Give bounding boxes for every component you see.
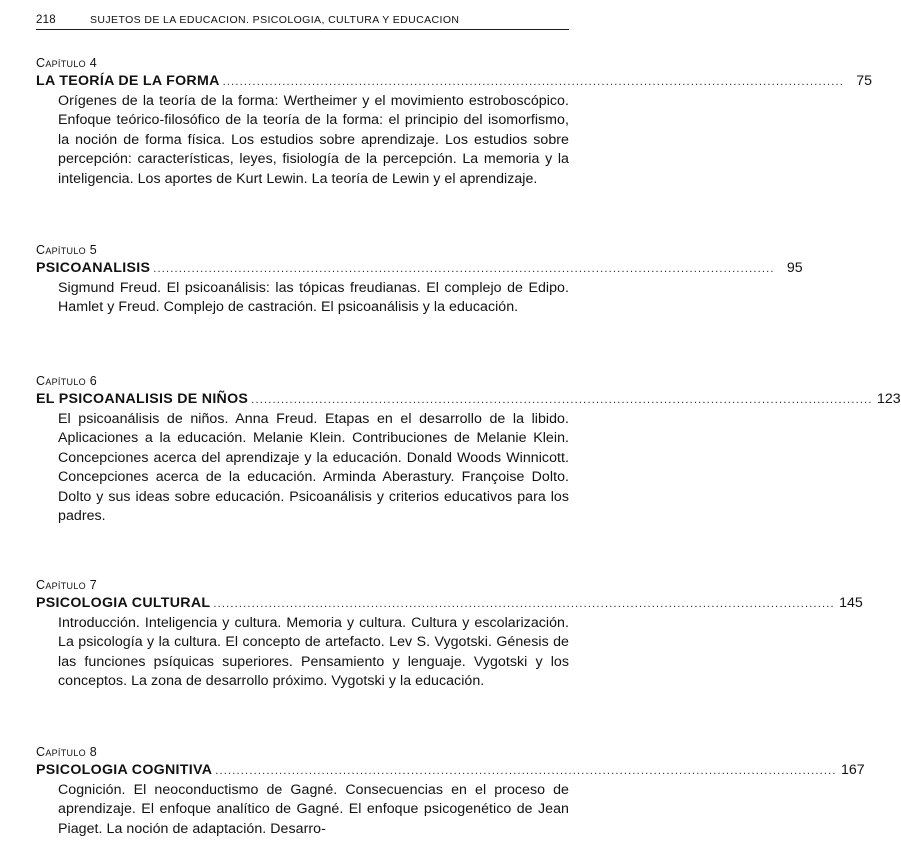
chapter-label: Capítulo 8 xyxy=(36,745,97,759)
chapter-description: Orígenes de la teoría de la forma: Wertheimer y el movimiento estroboscópico. Enfoque teórico-filosófico de la teoría de la forma: el principio del isomorfismo, la noción de forma física. Los estudios sobre aprendizaje. Los estudios sobre percepción: características, leyes, fisiología de la percepción. La memoria y la inteligencia. Los aportes de Kurt Lewin. La teoría de Lewin y el aprendizaje. xyxy=(58,93,569,187)
chapter-heading-line xyxy=(36,389,901,410)
chapter-title: LA TEORÍA DE LA FORMA xyxy=(36,73,220,89)
chapter-description: El psicoanálisis de niños. Anna Freud. Etapas en el desarrollo de la libido. Aplicaciones a la educación. Melanie Klein. Contribuciones de Melanie Klein. Concepciones acerca del aprendizaje y la educación. Donald Woods Winnicott. Concepciones acerca de la educación. Arminda Aberastury. Françoise Dolto. Dolto y sus ideas sobre educación. Psicoanálisis y criterios educativos para los padres. xyxy=(58,411,569,525)
chapter-heading-line xyxy=(36,760,865,781)
dot-leader: .................................................................................................................................................. xyxy=(213,598,835,610)
chapter-label: Capítulo 4 xyxy=(36,56,97,70)
toc-entry-chapter-8 xyxy=(36,744,865,839)
document-page xyxy=(36,14,901,837)
chapter-title: PSICOANALISIS xyxy=(36,260,151,276)
chapter-label: Capítulo 5 xyxy=(36,243,97,257)
chapter-label: Capítulo 7 xyxy=(36,578,97,592)
running-head-title: SUJETOS DE LA EDUCACION. PSICOLOGIA, CULTURA Y EDUCACION xyxy=(90,14,460,26)
dot-leader: .................................................................................................................................................. xyxy=(251,394,873,406)
running-head xyxy=(36,14,569,30)
chapter-title: PSICOLOGIA CULTURAL xyxy=(36,595,211,611)
toc-entry-chapter-6 xyxy=(36,373,901,526)
chapter-label: Capítulo 6 xyxy=(36,374,97,388)
chapter-page-number: 167 xyxy=(841,762,865,778)
chapter-page-number: 145 xyxy=(839,595,863,611)
chapter-description: Sigmund Freud. El psicoanálisis: las tópicas freudianas. El complejo de Edipo. Hamlet y Freud. Complejo de castración. El psicoanálisis y la educación. xyxy=(58,280,569,316)
chapter-title: EL PSICOANALISIS DE NIÑOS xyxy=(36,391,249,407)
chapter-heading-line xyxy=(36,71,873,92)
dot-leader: .................................................................................................................................................. xyxy=(222,76,845,88)
chapter-page-number: 75 xyxy=(856,73,873,89)
chapter-title: PSICOLOGIA COGNITIVA xyxy=(36,762,213,778)
chapter-description: Cognición. El neoconductismo de Gagné. Consecuencias en el proceso de aprendizaje. El enfoque analítico de Gagné. El enfoque psicogenético de Jean Piaget. La noción de adaptación. Desarro- xyxy=(58,782,569,837)
chapter-page-number: 95 xyxy=(786,260,803,276)
chapter-page-number: 123 xyxy=(876,391,901,407)
page-number: 218 xyxy=(36,14,56,26)
chapter-heading-line xyxy=(36,593,863,614)
toc-entry-chapter-5 xyxy=(36,242,803,318)
dot-leader: .................................................................................................................................................. xyxy=(215,765,837,777)
dot-leader: .................................................................................................................................................. xyxy=(153,263,775,275)
toc-entry-chapter-7 xyxy=(36,577,863,692)
toc-entry-chapter-4 xyxy=(36,55,873,189)
chapter-heading-line xyxy=(36,258,803,279)
chapter-description: Introducción. Inteligencia y cultura. Memoria y cultura. Cultura y escolarización. La psicología y la cultura. El concepto de artefacto. Lev S. Vygotski. Génesis de las funciones psíquicas superiores. Pensamiento y lenguaje. Vygotski y los conceptos. La zona de desarrollo próximo. Vygotski y la educación. xyxy=(58,615,569,690)
